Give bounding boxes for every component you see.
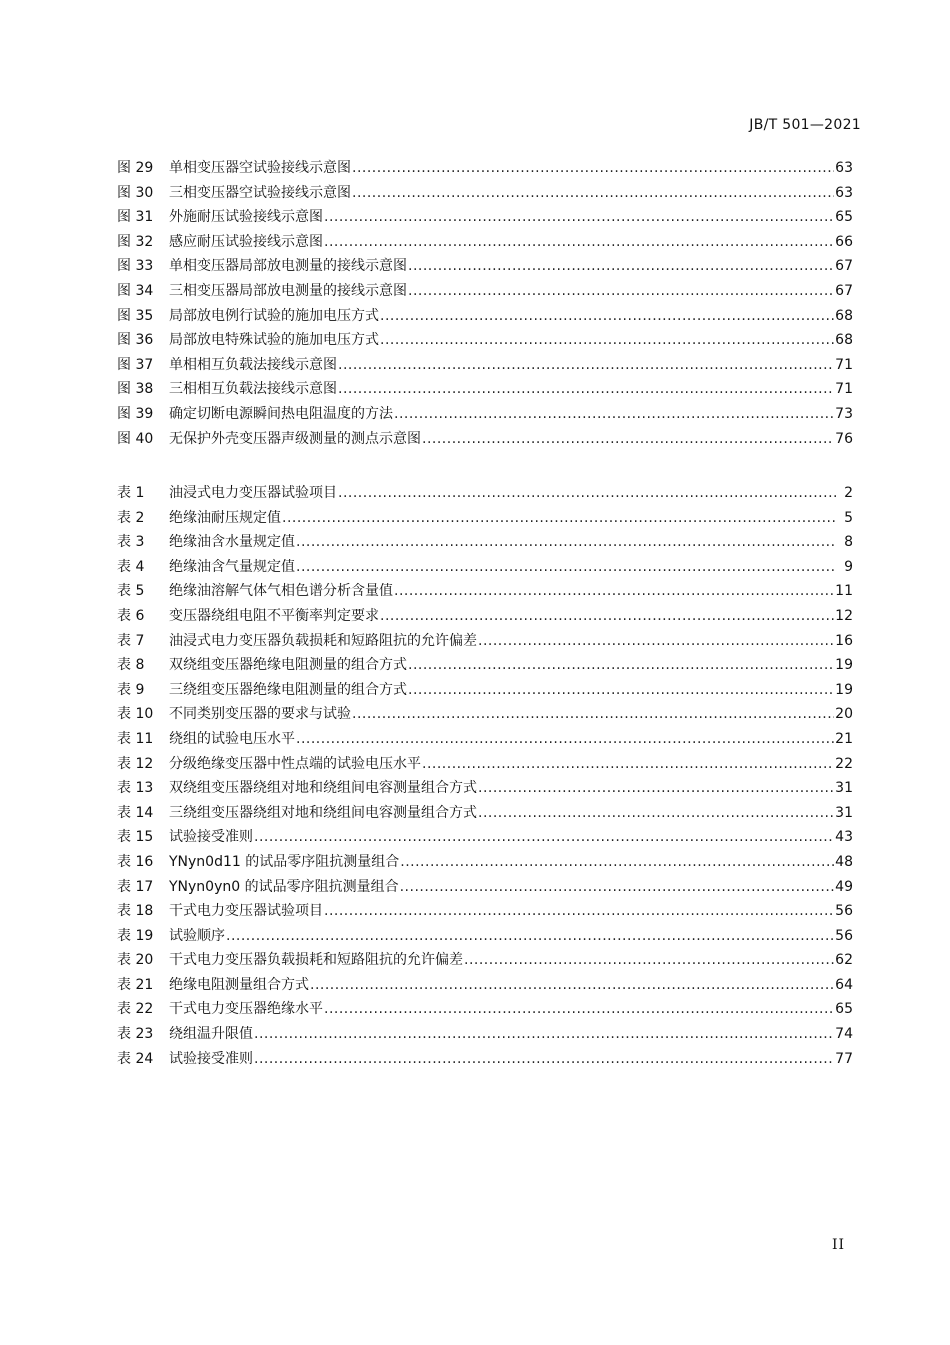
table-list bbox=[117, 481, 853, 1071]
figure-number: 图 36 bbox=[117, 332, 154, 349]
table-page-number: 19 bbox=[835, 657, 853, 674]
table-title: 绝缘油耐压规定值 bbox=[169, 509, 281, 526]
table-title: 双绕组变压器绕组对地和绕组间电容测量组合方式 bbox=[169, 780, 477, 797]
table-page-number: 19 bbox=[835, 681, 853, 698]
figure-title: 局部放电特殊试验的施加电压方式 bbox=[169, 332, 379, 349]
dot-leader bbox=[324, 230, 834, 255]
figure-page-number: 63 bbox=[835, 160, 853, 176]
figure-page-number: 71 bbox=[835, 381, 853, 398]
table-title: 双绕组变压器绝缘电阻测量的组合方式 bbox=[169, 657, 407, 674]
figure-number: 图 33 bbox=[117, 258, 154, 275]
table-entry[interactable] bbox=[117, 702, 853, 727]
table-number: 表 4 bbox=[117, 558, 145, 575]
table-entry[interactable] bbox=[117, 973, 853, 998]
table-page-number: 49 bbox=[835, 878, 853, 895]
dot-leader bbox=[324, 205, 834, 230]
figure-entry[interactable] bbox=[117, 304, 853, 329]
table-number: 表 8 bbox=[117, 657, 145, 674]
table-title: 三绕组变压器绝缘电阻测量的组合方式 bbox=[169, 681, 407, 698]
figure-entry[interactable] bbox=[117, 279, 853, 304]
figure-title: 三相变压器空试验接线示意图 bbox=[169, 184, 351, 201]
table-title: 绕组温升限值 bbox=[169, 1026, 253, 1043]
dot-leader bbox=[352, 702, 834, 727]
table-number: 表 18 bbox=[117, 903, 154, 920]
dot-leader bbox=[380, 328, 834, 353]
figure-number: 图 31 bbox=[117, 209, 154, 226]
table-title: 三绕组变压器绕组对地和绕组间电容测量组合方式 bbox=[169, 804, 477, 821]
dot-leader bbox=[422, 752, 834, 777]
figure-number: 图 32 bbox=[117, 233, 154, 250]
table-number: 表 9 bbox=[117, 681, 145, 698]
figure-entry[interactable] bbox=[117, 254, 853, 279]
dot-leader bbox=[310, 973, 834, 998]
dot-leader bbox=[338, 353, 834, 378]
table-page-number: 43 bbox=[835, 829, 853, 846]
table-title: 干式电力变压器试验项目 bbox=[169, 903, 323, 920]
figure-page-number: 73 bbox=[835, 405, 853, 422]
table-entry[interactable] bbox=[117, 530, 853, 555]
table-entry[interactable] bbox=[117, 481, 853, 506]
table-title: 绝缘电阻测量组合方式 bbox=[169, 976, 309, 993]
table-title: 试验顺序 bbox=[169, 927, 225, 944]
figure-page-number: 76 bbox=[835, 430, 853, 447]
table-page-number: 21 bbox=[835, 730, 853, 747]
table-page-number: 77 bbox=[835, 1050, 853, 1067]
figure-number: 图 37 bbox=[117, 356, 154, 373]
table-entry[interactable] bbox=[117, 924, 853, 949]
table-page-number: 11 bbox=[835, 583, 853, 600]
table-number: 表 20 bbox=[117, 952, 154, 969]
table-number: 表 15 bbox=[117, 829, 154, 846]
table-entry[interactable] bbox=[117, 752, 853, 777]
table-page-number: 62 bbox=[835, 952, 853, 969]
table-page-number: 31 bbox=[835, 804, 853, 821]
table-number: 表 12 bbox=[117, 755, 154, 772]
table-entry[interactable] bbox=[117, 629, 853, 654]
table-number: 表 1 bbox=[117, 485, 145, 501]
dot-leader bbox=[324, 997, 834, 1022]
dot-leader bbox=[352, 156, 834, 181]
figure-entry[interactable] bbox=[117, 427, 853, 452]
table-page-number: 9 bbox=[844, 558, 853, 575]
table-page-number: 12 bbox=[835, 607, 853, 624]
table-title: 绝缘油溶解气体气相色谱分析含量值 bbox=[169, 583, 393, 600]
dot-leader bbox=[422, 427, 834, 452]
figure-entry[interactable] bbox=[117, 230, 853, 255]
figure-entry[interactable] bbox=[117, 402, 853, 427]
table-number: 表 21 bbox=[117, 976, 154, 993]
dot-leader bbox=[338, 377, 834, 402]
table-page-number: 48 bbox=[835, 853, 853, 870]
table-number: 表 3 bbox=[117, 534, 145, 551]
figure-number: 图 30 bbox=[117, 184, 154, 201]
figure-number: 图 35 bbox=[117, 307, 154, 324]
figure-page-number: 67 bbox=[835, 282, 853, 299]
standard-code: JB/T 501—2021 bbox=[749, 117, 861, 133]
table-entry[interactable] bbox=[117, 801, 853, 826]
table-entry[interactable] bbox=[117, 653, 853, 678]
table-title: 绝缘油含水量规定值 bbox=[169, 534, 295, 551]
dot-leader bbox=[408, 653, 834, 678]
dot-leader bbox=[408, 279, 834, 304]
table-title: 干式电力变压器负载损耗和短路阻抗的允许偏差 bbox=[169, 952, 463, 969]
table-entry[interactable] bbox=[117, 825, 853, 850]
figure-title: 外施耐压试验接线示意图 bbox=[169, 209, 323, 226]
table-entry[interactable] bbox=[117, 997, 853, 1022]
table-entry[interactable] bbox=[117, 727, 853, 752]
table-entry[interactable] bbox=[117, 948, 853, 973]
figure-number: 图 39 bbox=[117, 405, 154, 422]
table-page-number: 31 bbox=[835, 780, 853, 797]
figure-title: 三相变压器局部放电测量的接线示意图 bbox=[169, 282, 407, 299]
table-number: 表 19 bbox=[117, 927, 154, 944]
dot-leader bbox=[254, 1047, 834, 1072]
table-page-number: 20 bbox=[835, 706, 853, 723]
table-entry[interactable] bbox=[117, 899, 853, 924]
table-title: 分级绝缘变压器中性点端的试验电压水平 bbox=[169, 755, 421, 772]
figure-number: 图 38 bbox=[117, 381, 154, 398]
dot-leader bbox=[408, 678, 834, 703]
table-page-number: 22 bbox=[835, 755, 853, 772]
dot-leader bbox=[400, 850, 834, 875]
figure-title: 确定切断电源瞬间热电阻温度的方法 bbox=[169, 405, 393, 422]
table-page-number: 56 bbox=[835, 903, 853, 920]
table-entry[interactable] bbox=[117, 555, 853, 580]
table-page-number: 65 bbox=[835, 1001, 853, 1018]
dot-leader bbox=[394, 579, 834, 604]
table-entry[interactable] bbox=[117, 875, 853, 900]
figure-entry[interactable] bbox=[117, 205, 853, 230]
table-number: 表 24 bbox=[117, 1050, 154, 1067]
figure-page-number: 66 bbox=[835, 233, 853, 250]
dot-leader bbox=[296, 555, 836, 580]
table-title: 干式电力变压器绝缘水平 bbox=[169, 1001, 323, 1018]
table-title: 油浸式电力变压器负载损耗和短路阻抗的允许偏差 bbox=[169, 632, 477, 649]
table-entry[interactable] bbox=[117, 776, 853, 801]
table-number: 表 13 bbox=[117, 780, 154, 797]
table-entry[interactable] bbox=[117, 1047, 853, 1072]
figure-entry[interactable] bbox=[117, 353, 853, 378]
figure-list bbox=[117, 156, 853, 451]
table-number: 表 11 bbox=[117, 730, 154, 747]
table-number: 表 2 bbox=[117, 509, 145, 526]
table-page-number: 8 bbox=[844, 534, 853, 551]
dot-leader bbox=[296, 727, 834, 752]
figure-title: 三相相互负载法接线示意图 bbox=[169, 381, 337, 398]
figure-entry[interactable] bbox=[117, 377, 853, 402]
table-title: 试验接受准则 bbox=[169, 1050, 253, 1067]
dot-leader bbox=[478, 776, 834, 801]
dot-leader bbox=[400, 875, 835, 900]
dot-leader bbox=[380, 304, 834, 329]
dot-leader bbox=[464, 948, 834, 973]
table-title: 试验接受准则 bbox=[169, 829, 253, 846]
table-title: YNyn0d11 的试品零序阻抗测量组合 bbox=[169, 853, 400, 870]
table-entry[interactable] bbox=[117, 850, 853, 875]
table-number: 表 7 bbox=[117, 632, 145, 649]
table-page-number: 2 bbox=[844, 485, 853, 501]
figure-page-number: 65 bbox=[835, 209, 853, 226]
table-page-number: 16 bbox=[835, 632, 853, 649]
table-entry[interactable] bbox=[117, 604, 853, 629]
dot-leader bbox=[338, 481, 836, 506]
figure-entry[interactable] bbox=[117, 156, 853, 181]
table-number: 表 23 bbox=[117, 1026, 154, 1043]
figure-title: 单相变压器空试验接线示意图 bbox=[169, 160, 351, 176]
table-number: 表 10 bbox=[117, 706, 154, 723]
dot-leader bbox=[254, 1022, 834, 1047]
figure-title: 单相变压器局部放电测量的接线示意图 bbox=[169, 258, 407, 275]
table-number: 表 6 bbox=[117, 607, 145, 624]
table-title: 绝缘油含气量规定值 bbox=[169, 558, 295, 575]
dot-leader bbox=[282, 506, 836, 531]
figure-page-number: 68 bbox=[835, 307, 853, 324]
figure-title: 单相相互负载法接线示意图 bbox=[169, 356, 337, 373]
table-entry[interactable] bbox=[117, 1022, 853, 1047]
table-entry[interactable] bbox=[117, 506, 853, 531]
figure-page-number: 71 bbox=[835, 356, 853, 373]
table-page-number: 74 bbox=[835, 1026, 853, 1043]
table-number: 表 17 bbox=[117, 878, 154, 895]
dot-leader bbox=[478, 801, 834, 826]
table-entry[interactable] bbox=[117, 579, 853, 604]
dot-leader bbox=[226, 924, 834, 949]
table-page-number: 5 bbox=[844, 509, 853, 526]
figure-page-number: 63 bbox=[835, 184, 853, 201]
table-title: 油浸式电力变压器试验项目 bbox=[169, 485, 337, 501]
figure-page-number: 68 bbox=[835, 332, 853, 349]
table-number: 表 14 bbox=[117, 804, 154, 821]
dot-leader bbox=[380, 604, 834, 629]
table-page-number: 64 bbox=[835, 976, 853, 993]
dot-leader bbox=[408, 254, 834, 279]
page-number: II bbox=[831, 1237, 845, 1253]
dot-leader bbox=[296, 530, 836, 555]
table-title: 不同类别变压器的要求与试验 bbox=[169, 706, 351, 723]
dot-leader bbox=[254, 825, 834, 850]
table-number: 表 16 bbox=[117, 853, 154, 870]
dot-leader bbox=[324, 899, 834, 924]
table-number: 表 22 bbox=[117, 1001, 154, 1018]
figure-number: 图 29 bbox=[117, 160, 154, 176]
dot-leader bbox=[394, 402, 834, 427]
table-page-number: 56 bbox=[835, 927, 853, 944]
dot-leader bbox=[478, 629, 834, 654]
figure-title: 感应耐压试验接线示意图 bbox=[169, 233, 323, 250]
table-title: 变压器绕组电阻不平衡率判定要求 bbox=[169, 607, 379, 624]
figure-title: 无保护外壳变压器声级测量的测点示意图 bbox=[169, 430, 421, 447]
figure-entry[interactable] bbox=[117, 328, 853, 353]
figure-entry[interactable] bbox=[117, 181, 853, 206]
figure-title: 局部放电例行试验的施加电压方式 bbox=[169, 307, 379, 324]
dot-leader bbox=[352, 181, 834, 206]
table-entry[interactable] bbox=[117, 678, 853, 703]
figure-number: 图 34 bbox=[117, 282, 154, 299]
table-number: 表 5 bbox=[117, 583, 145, 600]
table-title: 绕组的试验电压水平 bbox=[169, 730, 295, 747]
table-title: YNyn0yn0 的试品零序阻抗测量组合 bbox=[169, 878, 399, 895]
figure-page-number: 67 bbox=[835, 258, 853, 275]
figure-number: 图 40 bbox=[117, 430, 154, 447]
